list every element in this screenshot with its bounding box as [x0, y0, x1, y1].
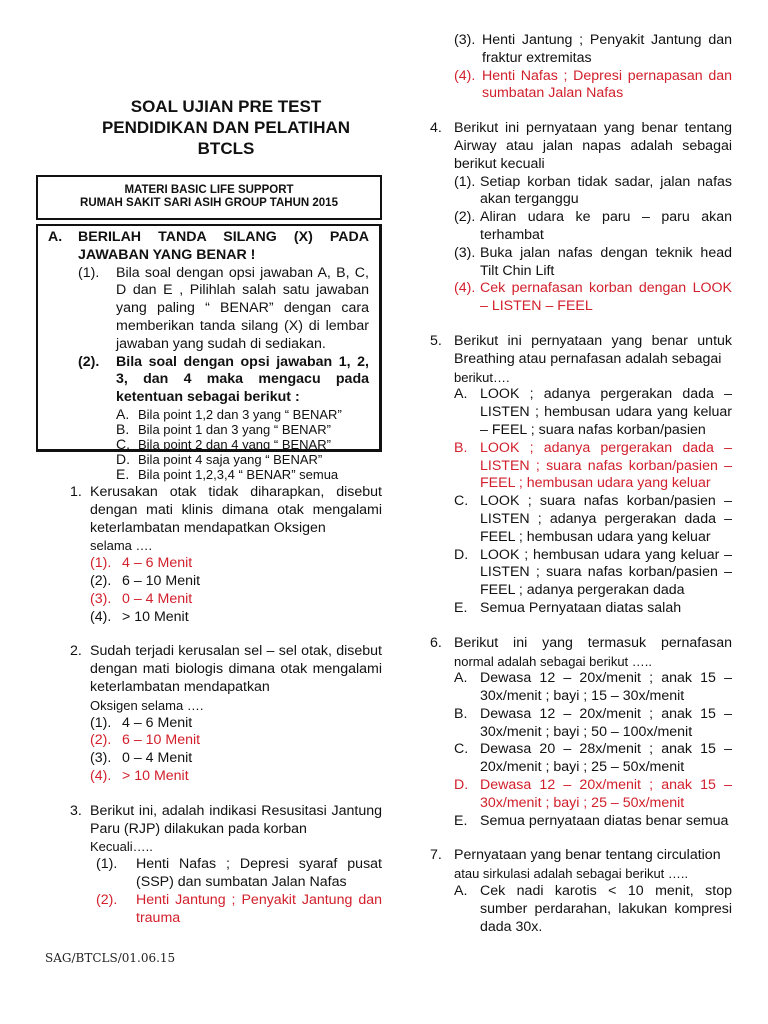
rule-option: D. Bila point 4 saja yang “ BENAR” [116, 450, 323, 467]
question-2: 2. Sudah terjadi kerusalan sel – sel otak, disebut dengan mati biologis dimana otak mengalami keterlambatan mendapatkan Oksigen selama …. (1). 4 – 6 Menit (2). 6 – 10 Menit (3). 0 – 4 Menit (4). > 10 Menit [70, 643, 382, 784]
question-text: Pernyataan yang benar tentang circulation [454, 847, 721, 864]
answer-option: (1). Setiap korban tidak sadar, jalan nafas akan terganggu [454, 173, 732, 208]
question-5: 5. Berikut ini pernyataan yang benar untuk Breathing atau pernafasan adalah sebagai berikut…. [430, 332, 732, 385]
question-text: Berikut ini yang termasuk pernafasan [454, 634, 732, 651]
answer-option: (2). 6 – 10 Menit [90, 572, 201, 589]
instruction-rule-1: (1). Bila soal dengan opsi jawaban A, B, C, D dan E , Pilihlah salah satu jawaban yang paling “ BENAR” dengan cara memberikan tanda silang (X) di lembar jawaban yang sudah di sediakan. [78, 264, 369, 352]
title-line: PENDIDIKAN DAN PELATIHAN [101, 118, 351, 137]
answer-option: (3). Henti Jantung ; Penyakit Jantung dan fraktur extremitas [454, 32, 732, 66]
answer-option: (4). Cek pernafasan korban dengan LOOK – LISTEN – FEEL [454, 280, 732, 315]
instructions-box [36, 224, 382, 482]
answer-option: B. Dewasa 12 – 20x/menit ; anak 15 – 30x/menit ; bayi ; 50 – 100x/menit [454, 705, 732, 740]
right-column [430, 32, 732, 936]
answer-option: (1). 4 – 6 Menit [90, 555, 193, 572]
answer-option: (2). Aliran udara ke paru – paru akan terhambat [454, 209, 732, 243]
answer-option: (4). > 10 Menit [90, 767, 189, 784]
question-6: 6. Berikut ini yang termasuk pernafasan normal adalah sebagai berikut ….. [430, 634, 732, 669]
answer-option: E. Semua Pernyataan diatas salah [454, 599, 682, 616]
answer-option: A. LOOK ; adanya pergerakan dada – LISTEN ; hembusan udara yang keluar – FEEL ; suara nafas korban/pasien [454, 386, 732, 438]
instruction-rule-2: (2). Bila soal dengan opsi jawaban 1, 2, 3, dan 4 maka mengacu pada ketentuan sebagai berikut : [78, 353, 369, 406]
answer-option: (3). Buka jalan nafas dengan teknik head Tilt Chin Lift [454, 244, 732, 279]
answer-option: C. LOOK ; suara nafas korban/pasien – LISTEN ; adanya pergerakan dada – FEEL ; hembusan udara yang keluar [454, 493, 732, 545]
answer-option: (2). Henti Jantung ; Penyakit Jantung dan trauma [96, 891, 382, 926]
document-footer-code: SAG/BTCLS/01.06.15 [45, 951, 176, 965]
answer-option: D. LOOK ; hembusan udara yang keluar – LISTEN ; suara nafas korban/pasien – FEEL ; adanya pergerakan dada [454, 546, 732, 599]
answer-option: (4). Henti Nafas ; Depresi pernapasan dan sumbatan Jalan Nafas [454, 67, 732, 102]
title-line: BTCLS [197, 139, 255, 158]
answer-option: (3). 0 – 4 Menit [90, 750, 193, 767]
question-text: Berikut ini pernyataan yang benar tentang Airway atau jalan napas adalah sebagai berikut kecuali [454, 120, 732, 172]
rule-option: A. Bila point 1,2 dan 3 yang “ BENAR” [116, 405, 342, 422]
answer-option: D. Dewasa 12 – 20x/menit ; anak 15 – 30x/menit ; bayi ; 25 – 50x/menit [454, 777, 732, 811]
answer-option: A. Dewasa 12 – 20x/menit ; anak 15 – 30x/menit ; bayi ; 15 – 30x/menit [454, 670, 732, 705]
answer-option: C. Dewasa 20 – 28x/menit ; anak 15 – 20x/menit ; bayi ; 25 – 50x/menit [454, 741, 732, 776]
rule-option: B. Bila point 1 dan 3 yang “ BENAR” [116, 420, 331, 437]
answer-option: (1). 4 – 6 Menit [90, 714, 193, 731]
rule-option: C. Bila point 2 dan 4 yang “ BENAR” [116, 435, 331, 452]
answer-option: E. Semua pernyataan diatas benar semua [454, 812, 729, 829]
answer-option: B. LOOK ; adanya pergerakan dada – LISTEN ; suara nafas korban/pasien – FEEL ; hembusan udara yang keluar [454, 439, 732, 492]
question-4: 4. Berikut ini pernyataan yang benar tentang Airway atau jalan napas adalah sebagai berikut kecuali [430, 120, 732, 172]
question-text: Berikut ini, adalah indikasi Resusitasi Jantung Paru (RJP) dilakukan pada korban [90, 802, 382, 837]
instructions-heading: A. BERILAH TANDA SILANG (X) PADA JAWABAN YANG BENAR ! [48, 229, 369, 263]
subtitle-line: MATERI BASIC LIFE SUPPORT [124, 184, 294, 196]
answer-option: (4). > 10 Menit [90, 608, 189, 625]
rule-option: E. Bila point 1,2,3,4 “ BENAR” semua [116, 465, 339, 482]
question-text: Sudah terjadi kerusalan sel – sel otak, disebut dengan mati biologis dimana otak mengalami keterlambatan mendapatkan [90, 643, 382, 695]
subtitle-line: RUMAH SAKIT SARI ASIH GROUP TAHUN 2015 [80, 197, 338, 209]
subtitle-box [36, 175, 382, 220]
title-line: SOAL UJIAN PRE TEST [130, 97, 322, 116]
answer-option: (1). Henti Nafas ; Depresi syaraf pusat (SSP) dan sumbatan Jalan Nafas [96, 856, 382, 890]
left-column [36, 96, 382, 927]
question-text: Berikut ini pernyataan yang benar untuk Breathing atau pernafasan adalah sebagai [454, 332, 732, 367]
answer-option: (3). 0 – 4 Menit [90, 590, 193, 607]
question-7: 7. Pernyataan yang benar tentang circulation atau sirkulasi adalah sebagai berikut ….. [430, 847, 732, 883]
answer-option: (2). 6 – 10 Menit [90, 732, 201, 749]
question-3: 3. Berikut ini, adalah indikasi Resusitasi Jantung Paru (RJP) dilakukan pada korban Kecuali….. (1). Henti Nafas ; Depresi syaraf pusat (SSP) dan sumbatan Jalan Nafas (2). Henti Jantung ; Penyakit Jantung dan trauma [70, 802, 382, 926]
question-1: 1. Kerusakan otak tidak diharapkan, disebut dengan mati klinis dimana otak mengalami keterlambatan mendapatkan Oksigen selama …. (1). 4 – 6 Menit (2). 6 – 10 Menit (3). 0 – 4 Menit (4). > 10 Menit [70, 484, 382, 625]
document-title [70, 96, 382, 159]
answer-option: A. Cek nadi karotis < 10 menit, stop sumber perdarahan, lakukan kompresi dada 30x. [454, 883, 732, 935]
question-text: Kerusakan otak tidak diharapkan, disebut dengan mati klinis dimana otak mengalami keterlambatan mendapatkan Oksigen [90, 484, 382, 536]
